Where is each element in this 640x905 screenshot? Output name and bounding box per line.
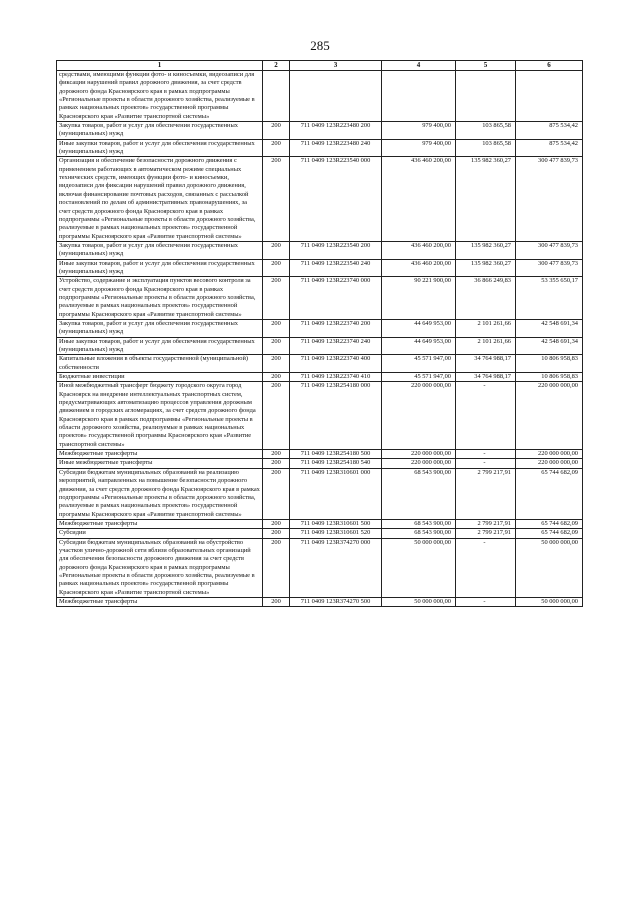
- row-kbk-cell: 711 0409 123R223740 240: [290, 337, 382, 355]
- row-code-cell: 200: [263, 373, 290, 382]
- row-code-cell: [263, 71, 290, 122]
- row-remaining-cell: 10 806 958,83: [516, 355, 583, 373]
- row-name-cell: Иные закупки товаров, работ и услуг для обеспечения государственных (муниципальных) нужд: [57, 139, 263, 157]
- row-name-cell: Иные межбюджетные трансферты: [57, 459, 263, 468]
- row-amount-cell: 68 543 900,00: [382, 529, 456, 538]
- row-amount-cell: 979 400,00: [382, 139, 456, 157]
- row-kbk-cell: 711 0409 123R223740 200: [290, 319, 382, 337]
- table-row: [57, 597, 583, 606]
- row-code-cell: 200: [263, 459, 290, 468]
- table-row: [57, 355, 583, 373]
- row-amount-cell: 68 543 900,00: [382, 519, 456, 528]
- column-header: 6: [516, 61, 583, 71]
- row-code-cell: 200: [263, 519, 290, 528]
- row-amount-cell: 436 460 200,00: [382, 259, 456, 277]
- row-code-cell: 200: [263, 382, 290, 450]
- row-amount-cell: 979 400,00: [382, 122, 456, 140]
- row-remaining-cell: 50 000 000,00: [516, 538, 583, 597]
- row-name-cell: Межбюджетные трансферты: [57, 519, 263, 528]
- row-kbk-cell: 711 0409 123R254180 000: [290, 382, 382, 450]
- row-name-cell: Межбюджетные трансферты: [57, 450, 263, 459]
- row-remaining-cell: 300 477 839,73: [516, 259, 583, 277]
- column-header: 1: [57, 61, 263, 71]
- row-name-cell: Закупка товаров, работ и услуг для обеспечения государственных (муниципальных) нужд: [57, 122, 263, 140]
- row-kbk-cell: 711 0409 123R223540 000: [290, 157, 382, 241]
- row-amount-cell: 44 649 953,00: [382, 319, 456, 337]
- table-row: [57, 519, 583, 528]
- table-row: [57, 319, 583, 337]
- row-kbk-cell: 711 0409 123R254180 540: [290, 459, 382, 468]
- row-code-cell: 200: [263, 277, 290, 320]
- table-row: [57, 450, 583, 459]
- row-remaining-cell: 220 000 000,00: [516, 382, 583, 450]
- row-kbk-cell: 711 0409 123R254180 500: [290, 450, 382, 459]
- row-remaining-cell: 10 806 958,83: [516, 373, 583, 382]
- row-executed-cell: -: [456, 597, 516, 606]
- row-kbk-cell: 711 0409 123R223740 000: [290, 277, 382, 320]
- row-executed-cell: 36 866 249,83: [456, 277, 516, 320]
- row-name-cell: Субсидии бюджетам муниципальных образований на реализацию мероприятий, направленных на повышение безопасности дорожного движения, за счет средств дорожного фонда Красноярского края в рамках подпрограммы «Региональные проекты в области дорожного хозяйства, реализуемые в рамках национальных проектов» государственной программы Красноярского края «Развитие транспортной системы»: [57, 468, 263, 519]
- table-row: [57, 139, 583, 157]
- table-row: [57, 373, 583, 382]
- row-name-cell: Межбюджетные трансферты: [57, 597, 263, 606]
- table-row: [57, 459, 583, 468]
- row-code-cell: 200: [263, 450, 290, 459]
- row-remaining-cell: [516, 71, 583, 122]
- table-row: [57, 71, 583, 122]
- row-amount-cell: 90 221 900,00: [382, 277, 456, 320]
- row-kbk-cell: 711 0409 123R310601 000: [290, 468, 382, 519]
- row-name-cell: Субсидии бюджетам муниципальных образований на обустройство участков улично-дорожной сети вблизи образовательных организаций для обеспечения безопасности дорожного движения за счет средств дорожного фонда Красноярского края в рамках подпрограммы «Региональные проекты в области дорожного хозяйства, реализуемые в рамках национальных проектов» государственной программы Красноярского края «Развитие транспортной системы»: [57, 538, 263, 597]
- row-name-cell: Закупка товаров, работ и услуг для обеспечения государственных (муниципальных) нужд: [57, 241, 263, 259]
- row-amount-cell: 68 543 900,00: [382, 468, 456, 519]
- row-amount-cell: 220 000 000,00: [382, 382, 456, 450]
- column-header: 5: [456, 61, 516, 71]
- row-code-cell: 200: [263, 355, 290, 373]
- row-remaining-cell: 42 548 691,34: [516, 319, 583, 337]
- row-kbk-cell: 711 0409 123R223740 400: [290, 355, 382, 373]
- row-name-cell: Бюджетные инвестиции: [57, 373, 263, 382]
- row-executed-cell: 2 799 217,91: [456, 468, 516, 519]
- row-code-cell: 200: [263, 597, 290, 606]
- row-amount-cell: 50 000 000,00: [382, 538, 456, 597]
- table-row: [57, 382, 583, 450]
- table-row: [57, 529, 583, 538]
- row-kbk-cell: [290, 71, 382, 122]
- column-header: 3: [290, 61, 382, 71]
- page-number: 285: [310, 38, 330, 53]
- row-name-cell: Иной межбюджетный трансферт бюджету городского округа город Красноярск на внедрение интеллектуальных транспортных систем, предусматривающих автоматизацию процессов управления дорожным движением в городских агломерациях, за счет средств дорожного фонда Красноярского края в рамках подпрограммы «Региональные проекты в области дорожного хозяйства, реализуемые в рамках национальных проектов» государственной программы Красноярского края «Развитие транспортной системы»: [57, 382, 263, 450]
- row-executed-cell: [456, 71, 516, 122]
- row-code-cell: 200: [263, 337, 290, 355]
- row-code-cell: 200: [263, 259, 290, 277]
- row-remaining-cell: 220 000 000,00: [516, 450, 583, 459]
- row-kbk-cell: 711 0409 123R223540 240: [290, 259, 382, 277]
- row-amount-cell: [382, 71, 456, 122]
- table-row: [57, 122, 583, 140]
- row-code-cell: 200: [263, 241, 290, 259]
- row-remaining-cell: 65 744 682,09: [516, 529, 583, 538]
- row-kbk-cell: 711 0409 123R223480 240: [290, 139, 382, 157]
- row-executed-cell: 103 865,58: [456, 122, 516, 140]
- column-header: 4: [382, 61, 456, 71]
- row-executed-cell: 2 799 217,91: [456, 519, 516, 528]
- row-remaining-cell: 875 534,42: [516, 139, 583, 157]
- table-row: [57, 277, 583, 320]
- row-amount-cell: 220 000 000,00: [382, 450, 456, 459]
- row-name-cell: средствами, имеющими функции фото- и киносъемки, видеозаписи для фиксации нарушений правил дорожного движения, за счет средств дорожного фонда Красноярского края в рамках подпрограммы «Региональные проекты в области дорожного хозяйства, реализуемые в рамках национальных проектов» государственной программы Красноярского края «Развитие транспортной системы»: [57, 71, 263, 122]
- row-name-cell: Иные закупки товаров, работ и услуг для обеспечения государственных (муниципальных) нужд: [57, 259, 263, 277]
- row-name-cell: Субсидии: [57, 529, 263, 538]
- row-remaining-cell: 50 000 000,00: [516, 597, 583, 606]
- budget-table: [56, 60, 583, 607]
- row-amount-cell: 50 000 000,00: [382, 597, 456, 606]
- table-row: [57, 538, 583, 597]
- row-remaining-cell: 65 744 682,09: [516, 519, 583, 528]
- row-kbk-cell: 711 0409 123R223480 200: [290, 122, 382, 140]
- row-executed-cell: -: [456, 382, 516, 450]
- row-remaining-cell: 65 744 682,09: [516, 468, 583, 519]
- row-executed-cell: 103 865,58: [456, 139, 516, 157]
- row-remaining-cell: 300 477 839,73: [516, 157, 583, 241]
- row-kbk-cell: 711 0409 123R374270 500: [290, 597, 382, 606]
- table-row: [57, 259, 583, 277]
- row-executed-cell: 135 982 360,27: [456, 259, 516, 277]
- row-remaining-cell: 53 355 650,17: [516, 277, 583, 320]
- table-row: [57, 337, 583, 355]
- row-kbk-cell: 711 0409 123R223540 200: [290, 241, 382, 259]
- row-executed-cell: -: [456, 459, 516, 468]
- row-executed-cell: 2 101 261,66: [456, 337, 516, 355]
- row-executed-cell: -: [456, 538, 516, 597]
- column-header: 2: [263, 61, 290, 71]
- row-name-cell: Закупка товаров, работ и услуг для обеспечения государственных (муниципальных) нужд: [57, 319, 263, 337]
- row-code-cell: 200: [263, 529, 290, 538]
- row-remaining-cell: 875 534,42: [516, 122, 583, 140]
- row-executed-cell: 2 101 261,66: [456, 319, 516, 337]
- row-kbk-cell: 711 0409 123R310601 520: [290, 529, 382, 538]
- row-remaining-cell: 220 000 000,00: [516, 459, 583, 468]
- row-name-cell: Иные закупки товаров, работ и услуг для обеспечения государственных (муниципальных) нужд: [57, 337, 263, 355]
- row-kbk-cell: 711 0409 123R310601 500: [290, 519, 382, 528]
- row-amount-cell: 45 571 947,00: [382, 355, 456, 373]
- row-code-cell: 200: [263, 468, 290, 519]
- row-kbk-cell: 711 0409 123R374270 000: [290, 538, 382, 597]
- row-executed-cell: 34 764 988,17: [456, 355, 516, 373]
- row-amount-cell: 45 571 947,00: [382, 373, 456, 382]
- table-header-row: [57, 61, 583, 71]
- row-executed-cell: 135 982 360,27: [456, 241, 516, 259]
- table-row: [57, 157, 583, 241]
- row-amount-cell: 44 649 953,00: [382, 337, 456, 355]
- row-executed-cell: 34 764 988,17: [456, 373, 516, 382]
- table-row: [57, 468, 583, 519]
- table-row: [57, 241, 583, 259]
- row-remaining-cell: 42 548 691,34: [516, 337, 583, 355]
- row-code-cell: 200: [263, 538, 290, 597]
- row-code-cell: 200: [263, 139, 290, 157]
- row-code-cell: 200: [263, 122, 290, 140]
- row-remaining-cell: 300 477 839,73: [516, 241, 583, 259]
- row-name-cell: Капитальные вложения в объекты государственной (муниципальной) собственности: [57, 355, 263, 373]
- row-name-cell: Организация и обеспечение безопасности дорожного движения с применением работающих в автоматическом режиме специальных технических средств, имеющих функции фото- и киносъемки, видеозаписи для фиксации нарушений правил дорожного движения, включая финансирование почтовых расходов, связанных с рассылкой постановлений по делам об административных правонарушениях, за счет средств дорожного фонда Красноярского края в рамках подпрограммы «Региональные проекты в области дорожного хозяйства, реализуемые в рамках национальных проектов» государственной программы Красноярского края «Развитие транспортной системы»: [57, 157, 263, 241]
- row-name-cell: Устройство, содержание и эксплуатация пунктов весового контроля за счет средств дорожного фонда Красноярского края в рамках подпрограммы «Региональные проекты в области дорожного хозяйства, реализуемые в рамках национальных проектов» государственной программы Красноярского края «Развитие транспортной системы»: [57, 277, 263, 320]
- row-executed-cell: 2 799 217,91: [456, 529, 516, 538]
- row-amount-cell: 220 000 000,00: [382, 459, 456, 468]
- row-amount-cell: 436 460 200,00: [382, 157, 456, 241]
- row-code-cell: 200: [263, 319, 290, 337]
- row-executed-cell: 135 982 360,27: [456, 157, 516, 241]
- row-code-cell: 200: [263, 157, 290, 241]
- row-kbk-cell: 711 0409 123R223740 410: [290, 373, 382, 382]
- row-amount-cell: 436 460 200,00: [382, 241, 456, 259]
- row-executed-cell: -: [456, 450, 516, 459]
